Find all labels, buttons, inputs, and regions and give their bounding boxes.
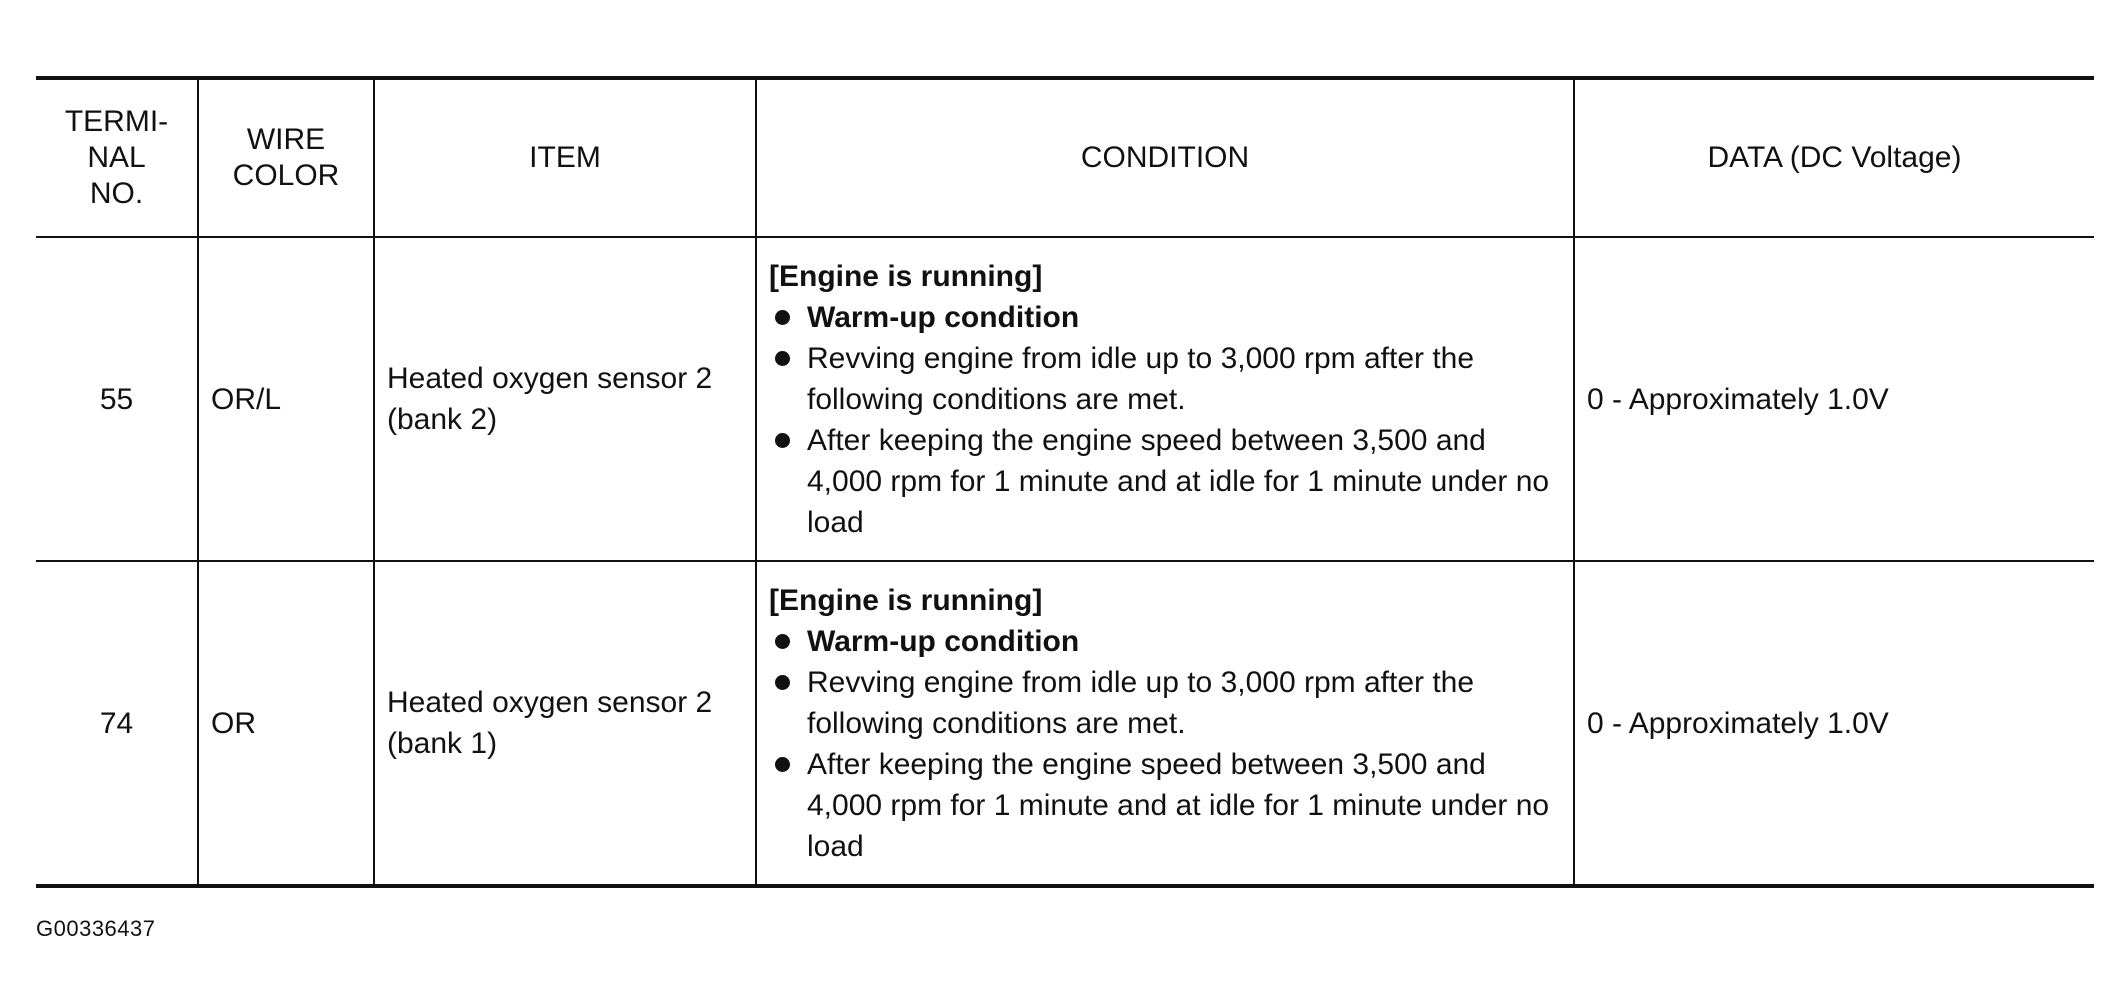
condition-list [769, 621, 1563, 867]
condition-item: Warm-up condition [769, 297, 1563, 338]
data-cell: 0 - Approximately 1.0V [1574, 237, 2094, 561]
table-row [36, 561, 2094, 886]
condition-item: After keeping the engine speed between 3,500 and 4,000 rpm for 1 minute and at idle for 1 minute under no load [769, 744, 1563, 867]
header-condition: CONDITION [756, 78, 1574, 237]
wire-color-cell: OR [198, 561, 374, 886]
condition-heading: [Engine is running] [769, 583, 1043, 617]
bullet-dot-icon [775, 310, 790, 325]
table-header [36, 78, 2094, 237]
header-terminal-no: TERMI- NAL NO. [36, 78, 198, 237]
condition-item: Revving engine from idle up to 3,000 rpm after the following conditions are met. [769, 662, 1563, 744]
bullet-dot-icon [775, 634, 790, 649]
table-body [36, 237, 2094, 886]
table-row [36, 237, 2094, 561]
condition-cell [756, 237, 1574, 561]
terminal-cell: 74 [36, 561, 198, 886]
wire-color-cell: OR/L [198, 237, 374, 561]
bullet-dot-icon [775, 351, 790, 366]
bullet-dot-icon [775, 675, 790, 690]
condition-list [769, 297, 1563, 543]
bullet-dot-icon [775, 757, 790, 772]
condition-item: Warm-up condition [769, 621, 1563, 662]
condition-item: Revving engine from idle up to 3,000 rpm after the following conditions are met. [769, 338, 1563, 420]
figure-id-label: G00336437 [36, 916, 156, 941]
header-data: DATA (DC Voltage) [1574, 78, 2094, 237]
condition-item: After keeping the engine speed between 3,500 and 4,000 rpm for 1 minute and at idle for 1 minute under no load [769, 420, 1563, 543]
data-cell: 0 - Approximately 1.0V [1574, 561, 2094, 886]
condition-heading: [Engine is running] [769, 259, 1043, 293]
bullet-dot-icon [775, 433, 790, 448]
condition-cell [756, 561, 1574, 886]
item-cell: Heated oxygen sensor 2 (bank 2) [374, 237, 756, 561]
terminal-data-table [36, 76, 2094, 888]
item-cell: Heated oxygen sensor 2 (bank 1) [374, 561, 756, 886]
header-item: ITEM [374, 78, 756, 237]
header-wire-color: WIRE COLOR [198, 78, 374, 237]
header-row [36, 78, 2094, 237]
terminal-cell: 55 [36, 237, 198, 561]
